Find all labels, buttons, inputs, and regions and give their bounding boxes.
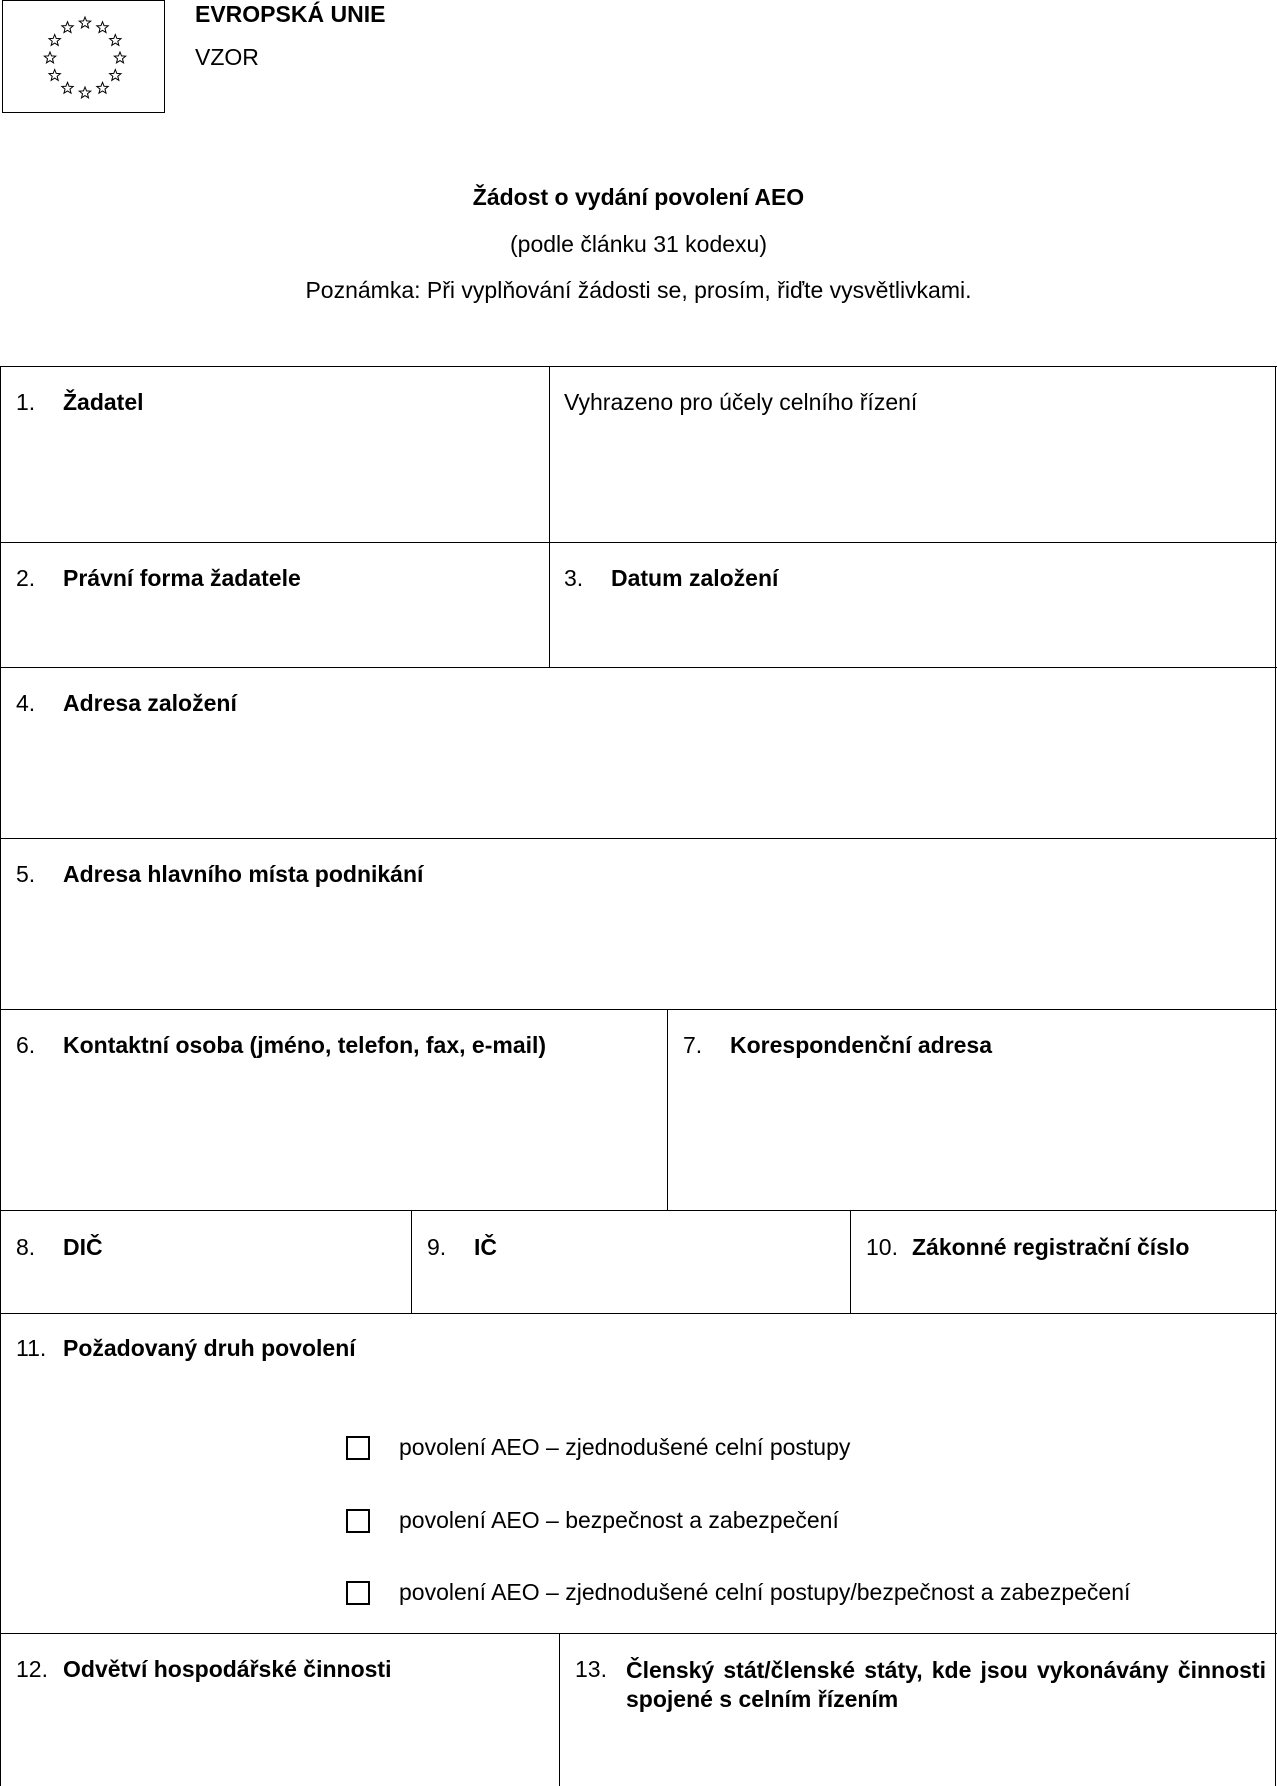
eu-flag-icon <box>2 0 165 113</box>
field-number: 2. <box>16 565 36 591</box>
field-number: 13. <box>575 1656 607 1682</box>
field-label: Vyhrazeno pro účely celního řízení <box>564 389 918 415</box>
field-label: IČ <box>474 1234 497 1260</box>
org-subtitle: VZOR <box>195 44 259 70</box>
star-icon <box>110 70 121 81</box>
grid-line <box>0 667 1277 668</box>
field-label: DIČ <box>63 1234 103 1260</box>
field-label: Kontaktní osoba (jméno, telefon, fax, e-mail) <box>63 1032 547 1058</box>
field-number: 11. <box>16 1335 47 1361</box>
field-label: Adresa založení <box>63 690 237 716</box>
checkbox[interactable] <box>346 1436 370 1460</box>
star-icon <box>97 82 108 93</box>
field-label: Členský stát/členské státy, kde jsou vykonávány činnosti spojené s celním řízením <box>626 1657 1266 1712</box>
field-label: Zákonné registrační číslo <box>912 1234 1190 1260</box>
grid-line <box>850 1210 851 1313</box>
star-icon <box>79 87 90 98</box>
star-icon <box>114 52 125 63</box>
grid-line <box>0 1313 1277 1314</box>
grid-line <box>0 838 1277 839</box>
star-icon <box>44 52 55 63</box>
field-label: Odvětví hospodářské činnosti <box>63 1656 392 1682</box>
field-number: 9. <box>427 1234 447 1260</box>
form-subtitle: (podle článku 31 kodexu) <box>510 231 767 257</box>
field-label: Datum založení <box>611 565 779 591</box>
grid-line <box>411 1210 412 1313</box>
field-number: 3. <box>564 565 584 591</box>
star-icon <box>49 35 60 46</box>
field-number: 4. <box>16 690 36 716</box>
field-number: 1. <box>16 389 36 415</box>
option-label: povolení AEO – zjednodušené celní postupy <box>399 1434 851 1460</box>
star-icon <box>97 22 108 33</box>
field-number: 8. <box>16 1234 36 1260</box>
star-icon <box>49 70 60 81</box>
form-title: Žádost o vydání povolení AEO <box>472 184 805 210</box>
field-number: 6. <box>16 1032 36 1058</box>
grid-line <box>0 542 1277 543</box>
star-icon <box>79 17 90 28</box>
star-icon <box>110 35 121 46</box>
star-icon <box>62 82 73 93</box>
field-label: Požadovaný druh povolení <box>63 1335 356 1361</box>
application-form <box>0 366 1277 1786</box>
field-label: Žadatel <box>63 389 144 415</box>
eu-stars-circle <box>3 1 166 114</box>
grid-line <box>0 366 1 1786</box>
field-label: Adresa hlavního místa podnikání <box>63 861 424 887</box>
star-icon <box>62 22 73 33</box>
grid-line <box>0 366 1277 367</box>
field-label: Korespondenční adresa <box>730 1032 993 1058</box>
option-label: povolení AEO – zjednodušené celní postupy/bezpečnost a zabezpečení <box>399 1579 1131 1605</box>
field-number: 7. <box>683 1032 703 1058</box>
checkbox[interactable] <box>346 1509 370 1533</box>
grid-line <box>0 1633 1277 1634</box>
grid-line <box>559 1633 560 1786</box>
form-note: Poznámka: Při vyplňování žádosti se, prosím, řiďte vysvětlivkami. <box>305 277 972 303</box>
grid-line <box>0 1009 1277 1010</box>
org-title: EVROPSKÁ UNIE <box>195 1 386 27</box>
field-label: Právní forma žadatele <box>63 565 301 591</box>
option-label: povolení AEO – bezpečnost a zabezpečení <box>399 1507 839 1533</box>
grid-line <box>667 1009 668 1210</box>
field-number: 12. <box>16 1656 48 1682</box>
checkbox[interactable] <box>346 1581 370 1605</box>
field-number: 10. <box>866 1234 898 1260</box>
grid-line <box>549 366 550 667</box>
grid-line <box>0 1210 1277 1211</box>
grid-line <box>1275 366 1276 1786</box>
field-number: 5. <box>16 861 36 887</box>
